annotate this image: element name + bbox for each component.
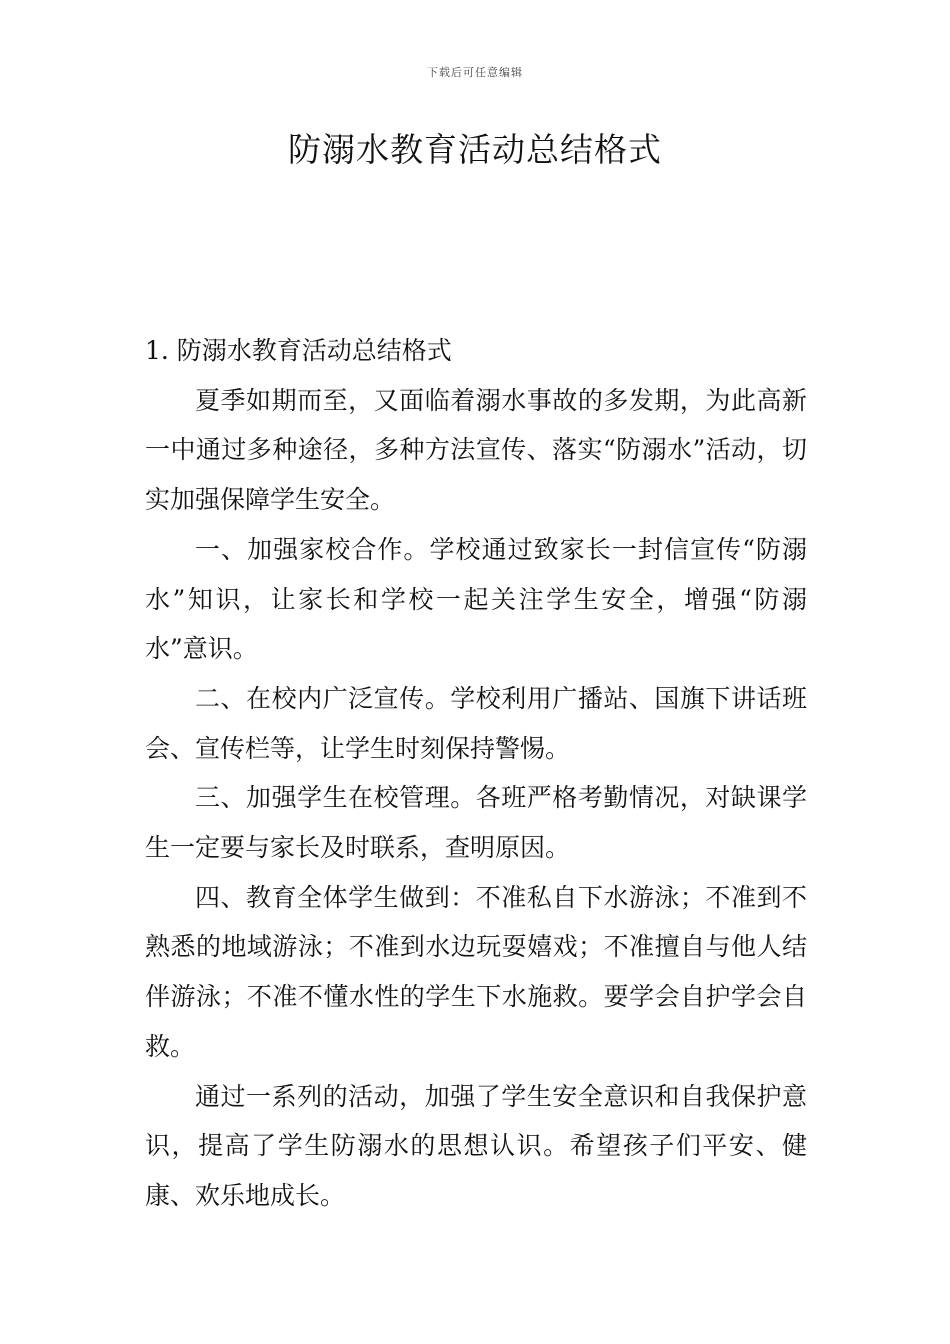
- paragraph-campus-management: 三、加强学生在校管理。各班严格考勤情况，对缺课学生一定要与家长及时联系，查明原因。: [145, 783, 807, 863]
- document-title: 防溺水教育活动总结格式: [288, 130, 662, 169]
- paragraph-student-rules: 四、教育全体学生做到：不准私自下水游泳；不准到不熟悉的地域游泳；不准到水边玩耍嬉戏；不准擅自与他人结伴游泳；不准不懂水性的学生下水施救。要学会自护学会自救。: [145, 882, 807, 1061]
- paragraph-conclusion: 通过一系列的活动，加强了学生安全意识和自我保护意识，提高了学生防溺水的思想认识。希望孩子们平安、健康、欢乐地成长。: [145, 1081, 807, 1210]
- paragraph-intro: 夏季如期而至，又面临着溺水事故的多发期，为此高新一中通过多种途径，多种方法宣传、落实“防溺水”活动，切实加强保障学生安全。: [145, 385, 807, 515]
- document-body: [145, 326, 807, 1221]
- section-heading: 1. 防溺水教育活动总结格式: [145, 336, 452, 365]
- paragraph-campus-publicity: 二、在校内广泛宣传。学校利用广播站、国旗下讲话班会、宣传栏等，让学生时刻保持警惕。: [145, 683, 807, 763]
- header-note: 下载后可任意编辑: [427, 66, 523, 79]
- paragraph-home-school: 一、加强家校合作。学校通过致家长一封信宣传“防溺水”知识，让家长和学校一起关注学生安全，增强“防溺水”意识。: [145, 534, 807, 664]
